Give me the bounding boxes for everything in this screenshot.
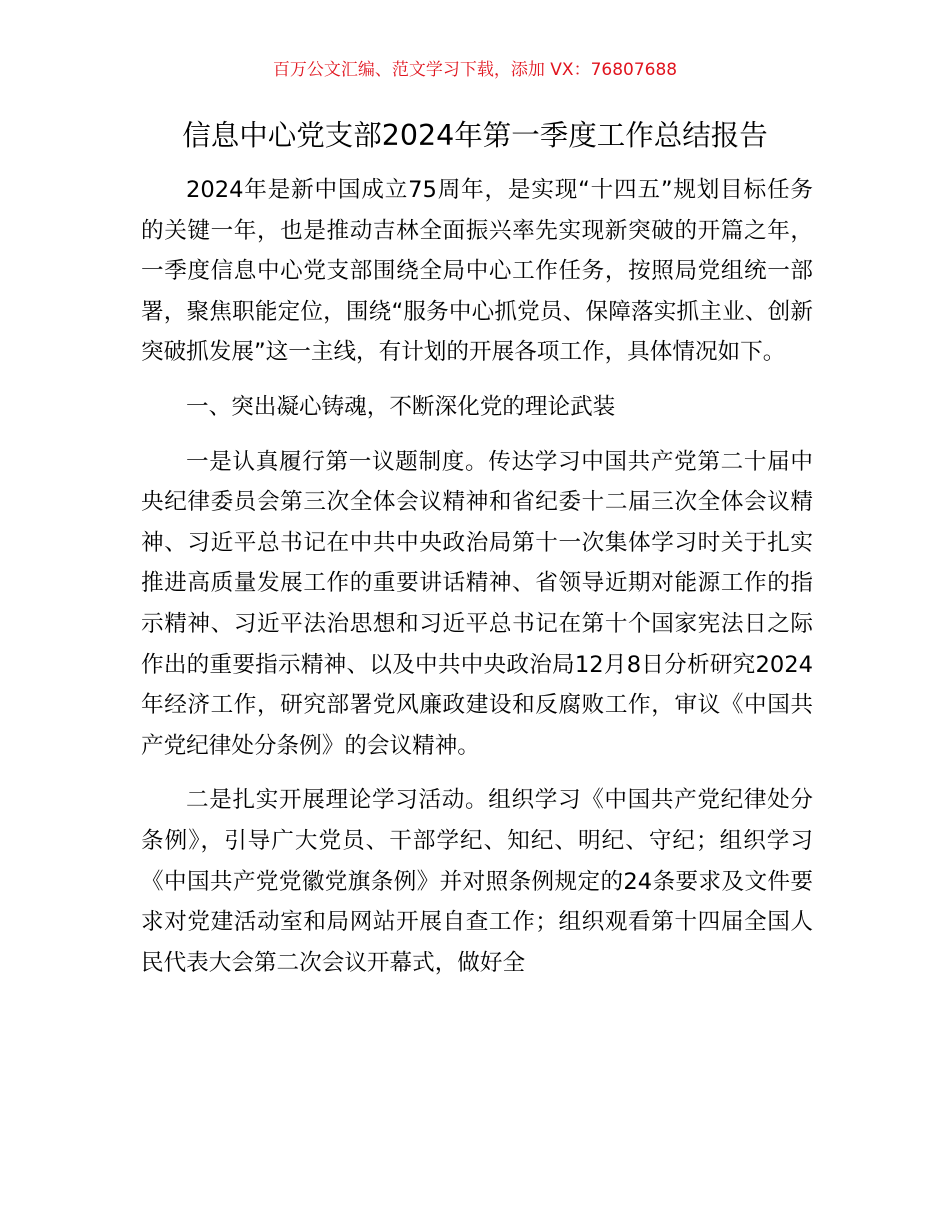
- document-body: [141, 170, 813, 983]
- paragraph-item-1: 一是认真履行第一议题制度。传达学习中国共产党第二十届中央纪律委员会第三次全体会议精神和省纪委十二届三次全体会议精神、习近平总书记在中共中央政治局第十一次集体学习时关于扎实推进高质量发展工作的重要讲话精神、省领导近期对能源工作的指示精神、习近平法治思想和习近平总书记在第十个国家宪法日之际作出的重要指示精神、以及中共中央政治局12月8日分析研究2024年经济工作，研究部署党风廉政建设和反腐败工作，审议《中国共产党纪律处分条例》的会议精神。: [141, 448, 813, 759]
- section-heading-1: 一、突出凝心铸魂，不断深化党的理论武装: [186, 393, 616, 420]
- intro-paragraph: 2024年是新中国成立75周年，是实现“十四五”规划目标任务的关键一年，也是推动吉林全面振兴率先实现新突破的开篇之年，一季度信息中心党支部围绕全局中心工作任务，按照局党组统一部署，聚焦职能定位，围绕“服务中心抓党员、保障落实抓主业、创新突破抓发展”这一主线，有计划的开展各项工作，具体情况如下。: [141, 177, 813, 366]
- watermark-banner: 百万公文汇编、范文学习下载，添加 VX：76807688: [272, 60, 678, 80]
- document-title: 信息中心党支部2024年第一季度工作总结报告: [182, 119, 768, 152]
- paragraph-item-2: 二是扎实开展理论学习活动。组织学习《中国共产党纪律处分条例》，引导广大党员、干部学纪、知纪、明纪、守纪；组织学习《中国共产党党徽党旗条例》并对照条例规定的24条要求及文件要求对党建活动室和局网站开展自查工作；组织观看第十四届全国人民代表大会第二次会议开幕式，做好全: [141, 787, 813, 976]
